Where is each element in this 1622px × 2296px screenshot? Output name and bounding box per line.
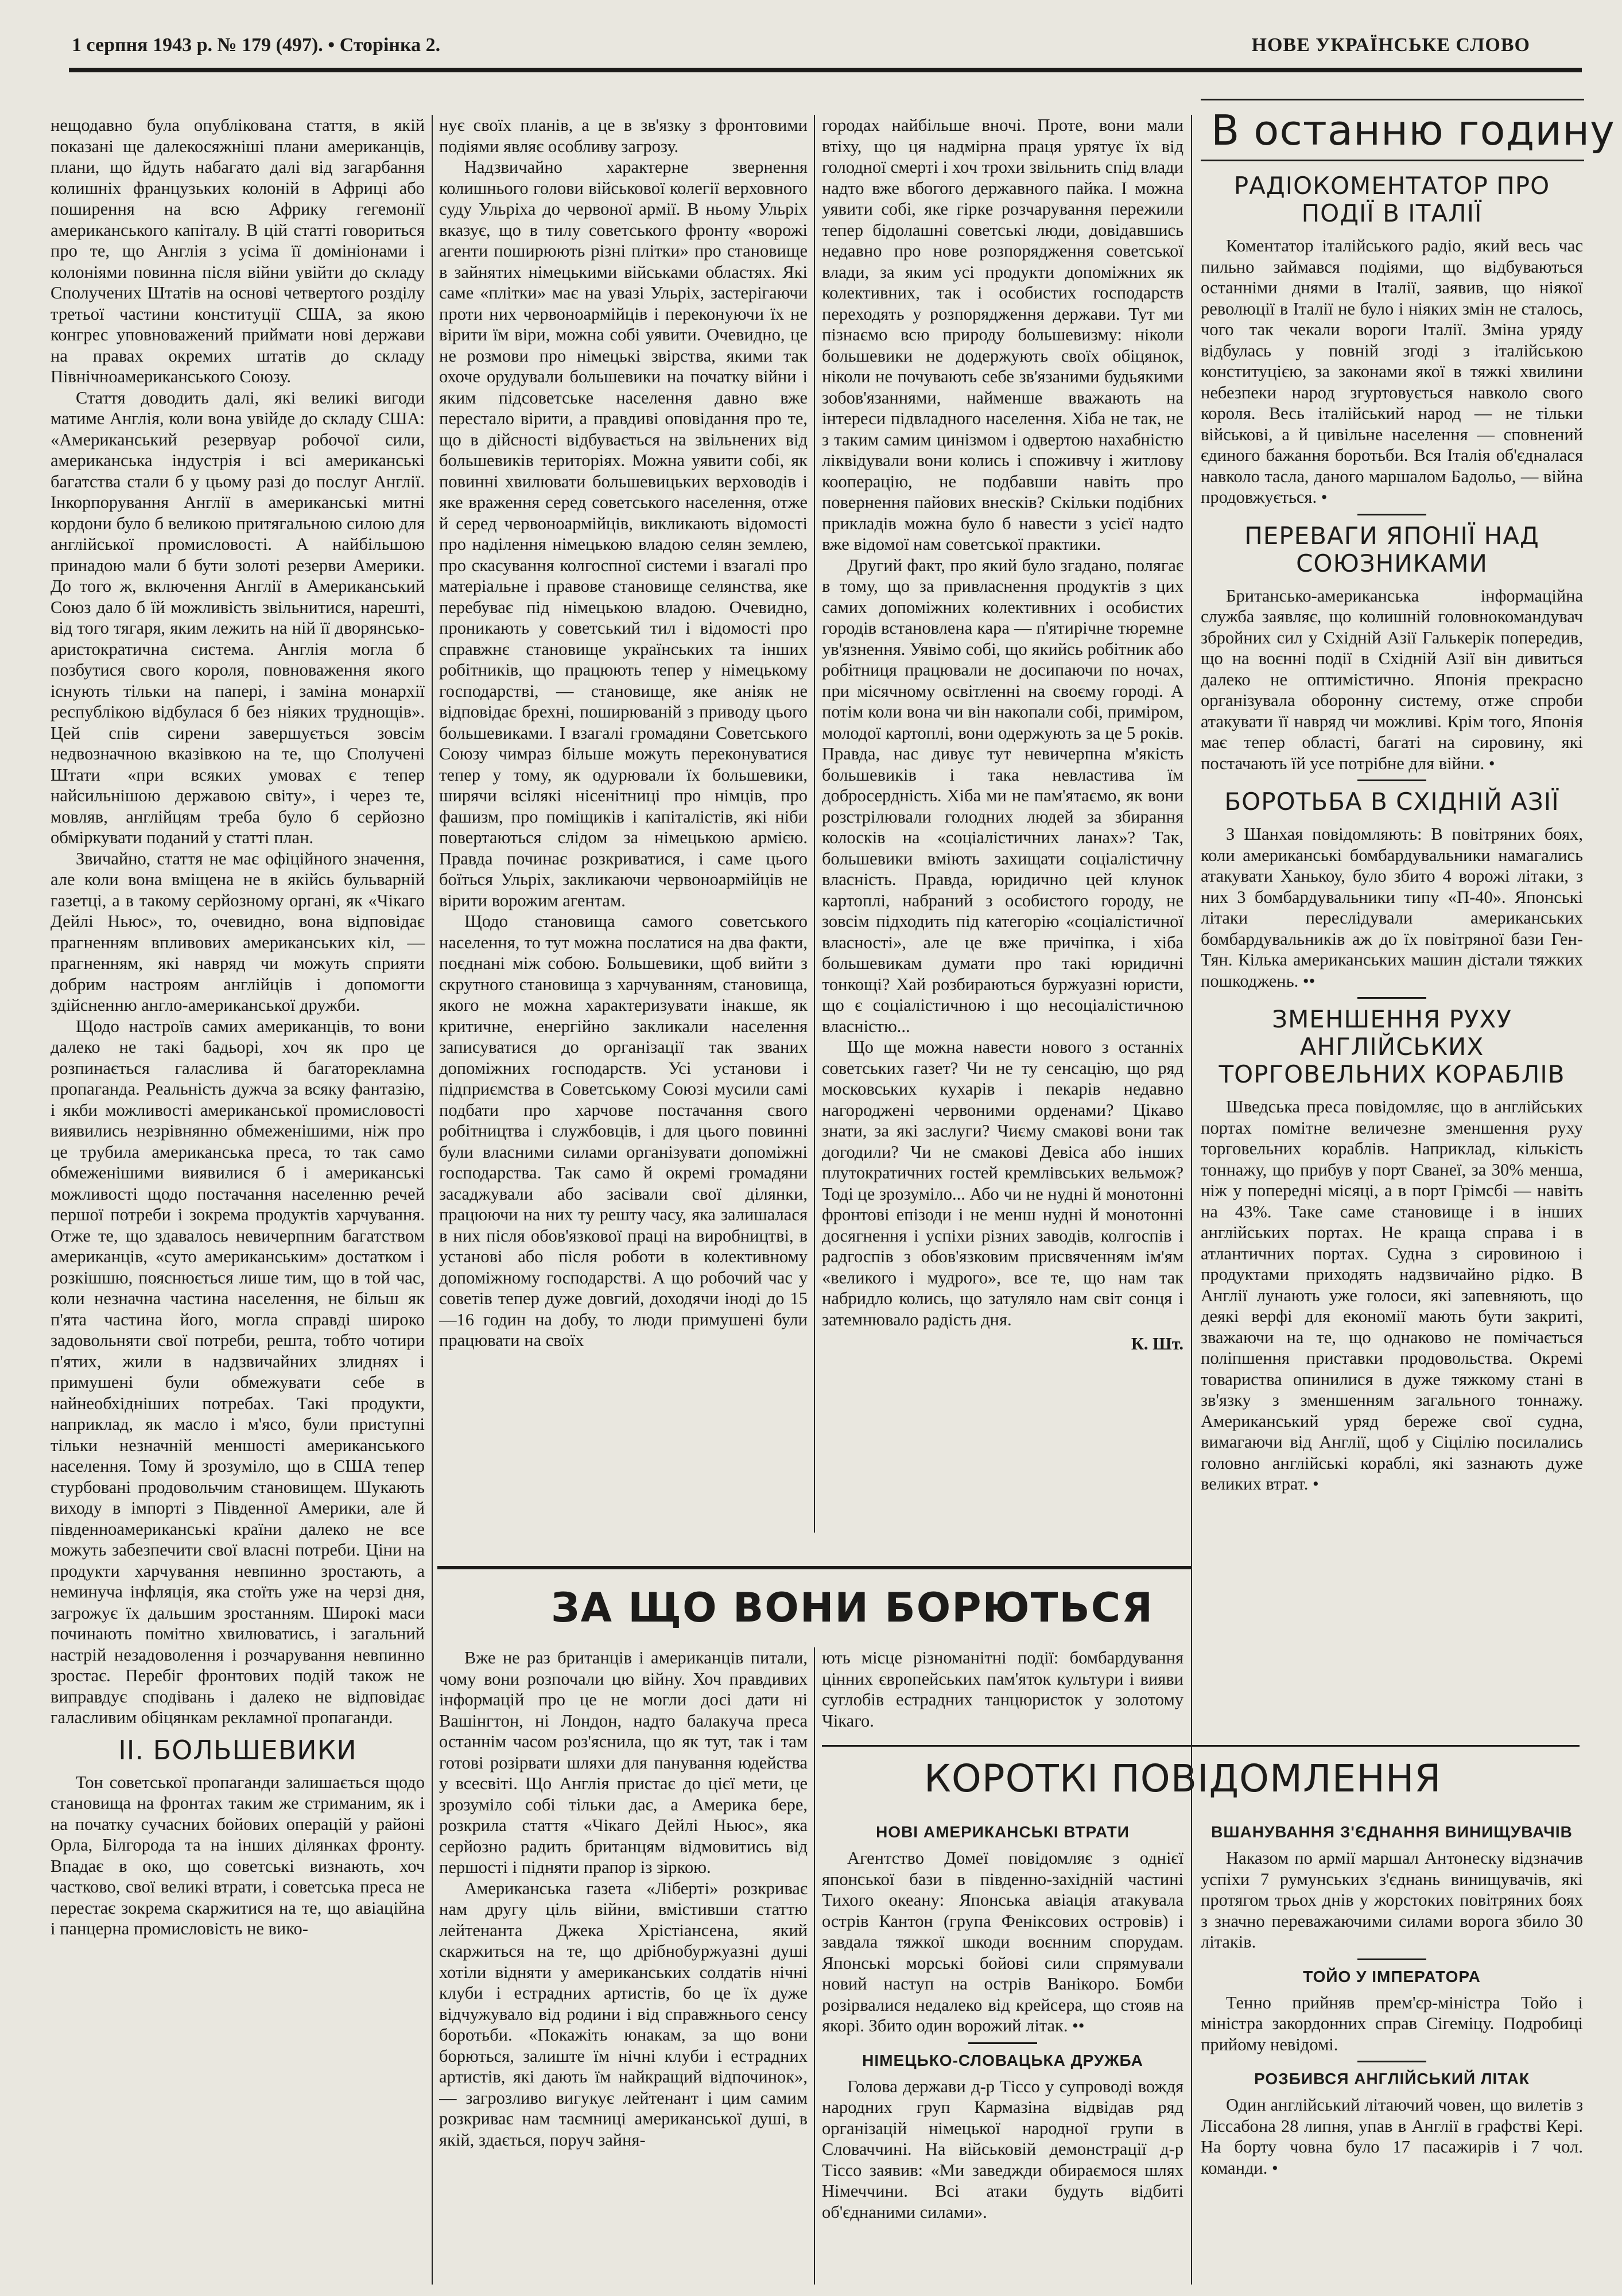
feature-column-left bbox=[439, 1647, 808, 2287]
column-divider bbox=[814, 115, 815, 1533]
feature-top-rule bbox=[437, 1566, 1192, 1569]
col1-paragraph: Стаття доводить далі, які великі вигоди матиме Англія, коли вона увійде до складу США: «Американський резервуар робочої сили, американська індустрія і всі американські багатства стали б у цьому разі до послуг Англії. Інкорпорування Англії в американські митні кордони було б великою притягальною силою для англійської промисловості. А найбільшою принадою мали б бути золоті резерви Америки. До того ж, включення Англії в Американський Союз дало б їй можливість звільнитися, нарешті, від того тягаря, яким лежить на ній її дворянсько-аристократична система. Англія могла б позбутися свого короля, повноваження якого існують тільки на папері, і заміна монархії республікою відбулася б без ніяких труднощів». Цей спів сирени завершується зовсім недвозначною вказівкою на те, що Сполучені Штати «при всяких умовах є тепер найсильнішою державою світу», і через те, мовляв, англійцям треба було б серйозно обміркувати поданий у статті план. bbox=[51, 387, 425, 847]
col2-paragraph: Щодо становища самого советського населення, то тут можна послатися на два факти, поєднані між собою. Большевики, щоб вийти з скрутного становища з харчуванням, становища, якого не можна характеризувати інакше, як критичне, енергійно закликали населення записуватися до організації так званих допоміжних господарств. Усі установи і підприємства в Советському Союзі мусили самі подбати про харчове постачання свого робітництва і службовців, і для цього повинні були власними силами організувати допоміжні господарства. Так само й окремі громадяни засаджували або засівали свої ділянки, працюючи на них ту решту часу, яка залишалася в них після обов'язкової праці на виробництві, в установі або після роботи в колективному допоміжному господарстві. А що робочий час у советів тепер дуже довгий, доходячи іноді до 15—16 годин на добу, то люди примушені були працювати на своїх bbox=[439, 912, 808, 1350]
column-3 bbox=[822, 115, 1183, 1533]
column-divider bbox=[1191, 115, 1192, 2285]
col3-paragraph: городах найбільше вночі. Проте, вони мали втіху, що ця надмірна праця урятує їх від голодної смерті і хоч трохи звільнить спід влади надто вже вбогого державного пайка. І можна уявити собі, яке гірке розчарування пережили тепер бідолашні советські люди, довідавшись недавно про нове розпорядження советської влади, за яким усі продукти допоміжних як колективних, так і особистих господарств переходять у розпорядження держави. Тут ми пізнаємо всю природу большевизму: ніколи большевики не додержують своїх обіцянок, ніколи не почувають себе зв'язаними будьякими зобов'язаннями, найменше вважають на інтереси підвладного населення. Хіба не так, не з таким самим цинізмом і одвертою нахабністю ліквідували вони колись і споживчу і житлову кооперацію, не подбавши навіть про повернення пайових внесків? Скільки подібних прикладів можна було б навести з усієї надто вже відомої нам советської практики. bbox=[822, 115, 1183, 554]
news-text: Шведська преса повідомляє, що в англійських портах помітне величезне зменшення руху торговельних кораблів. Наприклад, кількість тоннажу, що прибув у порт Сванеї, за 30% менша, ніж у попередні місяці, а в порт Грімсбі — навіть на 43%. Таке саме становище і в інших англійських портах. Не краща справа і в атлантичних портах. Судна з сировиною і продуктами приходять надзвичайно рідко. В Англії лунають уже голоси, які запевняють, що деякі верфі для економії мають бути закриті, зважаючи на те, що однаково не помічається поліпшення приставки продовольства. Окремі товариства опинилися в дуже тяжкому стані в зв'язку з зменшенням загального тоннажу. Американський уряд береже свої судна, вимагаючи від Англії, щоб у Сіцілію посилались головно англійські кораблі, які зазнають дуже великих втрат. • bbox=[1201, 1097, 1583, 1494]
news-heading: ЗМЕНШЕННЯ РУХУ АНГЛІЙСЬКИХ ТОРГОВЕЛЬНИХ КОРАБЛІВ bbox=[1219, 1005, 1565, 1088]
news-heading: НІМЕЦЬКО-СЛОВАЦЬКА ДРУЖБА bbox=[862, 2051, 1143, 2069]
col1-paragraph: Тон советської пропаганди залишається щодо становища на фронтах таким же стриманим, як і на початку сучасних бойових операцій у районі Орла, Білгорода та на інших ділянках фронту. Впадає в око, що советські визнають, хоч частково, свої великі втрати, і советська преса не перестає зокрема скаржитися на те, що авіаційна і панцерна промисловість не вико- bbox=[51, 1772, 425, 1938]
col2-paragraph: Надзвичайно характерне звернення колишнього голови військової колегії верховного суду Ульріха до червоної армії. В ньому Ульріх вказує, що в тилу советського фронту «ворожі агенти поширюють різні плітки» про становище в зайнятих німецькими військами областях. Які саме «плітки» має на увазі Ульріх, застерігаючи проти них червоноармійців і переконуючи їх не вірити їм віри, можна собі уявити. Очевидно, це не розмови про німецькі звірства, якими так охоче орудували большевики на початку війни і яким підсоветське населення давно вже перестало вірити, а правдиві оповідання про те, що в дійсності відбувається на звільнених від большевиків територіях. Можна уявити собі, як повинні хвилювати большевицьких верховодів і яке враження серед советського населення, отже й серед червоноармійців, викликають відомості про наділення німецькою владою селян землею, про скасування колгоспної системи і взагалі про матеріальне і правове становище селянства, яке перебуває під німецькою владою. Очевидно, проникають у советський тил і відомості про справжнє становище українських та інших робітників, що працюють тепер у німецькому господарстві, — становище, яке аніяк не відповідає брехні, поширюваній з приводу цього большевиками. І взагалі громадяни Советського Союзу чимраз більше можуть переконуватися тепер у тому, як одурювали їх большевики, ширячи всілякі нісенітниці про німців, про фашизм, про поміщиків і капіталістів, які ніби повертаються слідом за німецькою армією. Правда починає розкриватися, і саме цього боїться Ульріх, закликаючи червоноармійців не вірити ворожим агентам. bbox=[439, 157, 808, 910]
news-text: З Шанхая повідомляють: В повітряних боях, коли американські бомбардувальники намагались атакувати Ханькоу, було збито 4 ворожі літаки, з них 3 бомбардувальники типу «П-40». Японські літаки переслідували американських бомбардувальників аж до їх повітряної бази Ген-Тян. Кілька американських машин дістали тяжких пошкоджень. •• bbox=[1201, 824, 1583, 991]
news-text: Наказом по армії маршал Антонеску відзначив успіхи 7 румунських з'єднань винищувачів, які протягом трьох днів у жорстоких повітряних боях з значно переважаючими силами ворога збило 30 літаків. bbox=[1201, 1848, 1583, 1952]
news-heading: РОЗБИВСЯ АНГЛІЙСЬКИЙ ЛІТАК bbox=[1254, 2070, 1530, 2088]
page-date-header: 1 серпня 1943 р. № 179 (497). • Сторінка 2. bbox=[72, 34, 441, 56]
short-news-column-right bbox=[1201, 1822, 1583, 2287]
short-news-top-rule bbox=[822, 1745, 1580, 1747]
news-heading: НОВІ АМЕРИКАНСЬКІ ВТРАТИ bbox=[876, 1823, 1130, 1841]
separator bbox=[1357, 514, 1426, 515]
col1-paragraph: Щодо настроїв самих американців, то вони далеко не такі бадьорі, хоч як про це розпинається галаслива й багаторекламна пропаганда. Реальність дужча за всяку фантазію, і якби можливості американської промисловості виявились незрівнянно обмеженішими, ніж про це трубила американська преса, то так само обмеженішими виявилися б і американські можливості щодо постачання населенню речей першої потреби і зокрема продуктів харчування. Отже те, що здавалось невичерпним багатством американців, «суто американським» достатком і розкішшю, пояснюється лише тим, що в той час, коли незначна частина населення, не більш як п'ята частина його, могла справді широко задовольняти свої потреби, решта, тобто чотири п'ятих, жили в надзвичайних злиднях і примушені були обмежувати себе в найнеобхідніших потребах. Такі продукти, наприклад, як масло і м'ясо, були приступні тільки незначній меншості американського населення. Тому й зрозуміло, що в США тепер стурбовані продовольчим становищем. Шукають виходу в імпорті з Південної Америки, але й південноамериканські країни далеко не все можуть забезпечити свої власні потреби. Ціни на продукти харчування невпинно зростають, а неминуча інфляція, яка стоїть уже на черзі дня, загрожує їх дальшим зростанням. Широкі маси починають помітно хвилюватись, і загальний настрій незадоволення і розчарування невпинно зростає. Перебіг фронтових подій також не виправдує сподівань і далеко не відповідає галасливим обіцянкам рекламної пропаганди. bbox=[51, 1016, 425, 1727]
header-rule bbox=[69, 68, 1582, 72]
separator bbox=[1357, 779, 1426, 781]
short-news-title: КОРОТКІ ПОВІДОМЛЕННЯ bbox=[924, 1756, 1442, 1801]
news-text: Тенно прийняв прем'єр-міністра Тойо і міністра закордонних справ Сігеміцу. Подробиці прийому невідомі. bbox=[1201, 1992, 1583, 2054]
news-text: Один англійський літаючий човен, що вилетів з Ліссабона 28 липня, упав в Англії в графстві Кері. На борту човна було 17 пасажирів і 7 чол. команди. • bbox=[1201, 2095, 1583, 2178]
col3-paragraph: Другий факт, про який було згадано, полягає в тому, що за привласнення продуктів з цих самих допоміжних колективних і особистих городів встановлена кара — п'ятирічне тюремне ув'язнення. Уявімо собі, що якийсь робітник або робітниця працювали не досипаючи по ночах, при місячному освітленні на своєму городі. А потім коли вона чи він накопали собі, приміром, молодої картоплі, вони одержують за це 5 років. Правда, нас дивує тут невичерпна м'якість большевиків і така невластива їм добросердність. Хіба ми не пам'ятаємо, як вони розстрілювали голодних людей за збирання колосків на «соціалістичних ланах»? Так, большевики вміють захищати соціалістичну власність. Правда, юридично цей клунок картоплі, набраний з особистого городу, не зовсім підходить під категорію «соціалістичної власності», але це вже причіпка, і хіба большевикам думати про такі юридичні тонкощі? Хай розбираються буржуазні юристи, що є соціалістичною і що несоціалістичною власністю... bbox=[822, 555, 1183, 1036]
feature-paragraph: Вже не раз британців і американців питали, чому вони розпочали цю війну. Хоч правдивих інформацій про це не могли досі дати ні Вашінгтон, ні Лондон, надто балакуча преса останнім часом роз'яснила, що як тут, так і там готові розірвати шляхи для панування юдейства у всесвіті. Що Англія пристає до цієї мети, це зрозуміло собі тільки дає, а Америка бере, розкрила стаття «Чікаго Дейлі Ньюс», яка серйозно радить британцям відмовитись від першості і підняти прапор із зіркою. bbox=[439, 1648, 808, 1877]
col1-paragraph: нещодавно була опублікована стаття, в якій показані ще далекосяжніші плани американців, плани, що йдуть набагато далі від загарбання колишніх французьких колоній в Африці або поширення на всю Африку гегемонії американського капіталу. В цій статті говориться про те, що Англія з усіма її домініонами і колоніями повинна після війни увійти до складу Сполучених Штатів на основі четвертого розділу третьої частини конституції США, за якою конгрес уповноважений приймати нові держави на правах окремих штатів до складу Північноамериканського Союзу. bbox=[51, 115, 425, 386]
separator bbox=[1357, 997, 1426, 999]
article-signature: К. Шт. bbox=[1131, 1334, 1183, 1353]
latest-title-rule bbox=[1201, 160, 1584, 161]
col2-paragraph: нує своїх планів, а це в зв'язку з фронтовими подіями являє особливу загрозу. bbox=[439, 115, 808, 156]
latest-top-rule bbox=[1201, 99, 1584, 100]
separator bbox=[1357, 1958, 1426, 1960]
news-heading: ВШАНУВАННЯ З'ЄДНАННЯ ВИНИЩУВАЧІВ bbox=[1211, 1823, 1573, 1841]
column-1 bbox=[51, 115, 425, 2287]
feature-paragraph: ють місце різноманітні події: бомбардування цінних європейських пам'яток культури і вияви суглобів естрадних танцюристок у золотому Чікаго. bbox=[822, 1648, 1183, 1731]
separator bbox=[968, 2042, 1037, 2044]
section-heading-bolsheviks: II. БОЛЬШЕВИКИ bbox=[118, 1734, 357, 1766]
feature-column-right bbox=[822, 1647, 1183, 1733]
feature-title: ЗА ЩО ВОНИ БОРЮТЬСЯ bbox=[551, 1584, 1154, 1631]
news-text: Голова держави д-р Тіссо у супроводі вождя народних груп Кармазіна відвідав ряд організацій німецької народної групи в Словаччині. На військовій демонстрації д-р Тіссо заявив: «Ми заведжди обираємося шлях Німеччини. Всі атаки будуть відбиті об'єднаними силами». bbox=[822, 2076, 1183, 2222]
news-heading: РАДІОКОМЕНТАТОР ПРО ПОДІЇ В ІТАЛІЇ bbox=[1233, 172, 1550, 227]
separator bbox=[1357, 2061, 1426, 2062]
news-text: Коментатор італійського радіо, який весь час пильно займався подіями, що відбуваються останніми днями в Італії, заявив, що ніякої революції в Італії не було і ніяких змін не сталось, чого так чекали вороги Італії. Зміна уряду відбулась у повній згоді з італійською конституцією, за законами якої в тяжкі хвилини небезпеки народ згуртовується навколо свого короля. Весь італійський народ — не тільки військові, а й цивільне населення — сповнений єдиного бажання боротьби. Вся Італія об'єдналася навколо тасла, даного маршалом Бадольо, — війна продовжується. • bbox=[1201, 236, 1583, 507]
news-heading: ПЕРЕВАГИ ЯПОНІЇ НАД СОЮЗНИКАМИ bbox=[1244, 521, 1539, 577]
news-heading: БОРОТЬБА В СХІДНІЙ АЗІЇ bbox=[1224, 788, 1559, 816]
column-2 bbox=[439, 115, 808, 1533]
news-heading: ТОЙО У ІМПЕРАТОРА bbox=[1303, 1967, 1481, 1985]
newspaper-name: НОВЕ УКРАЇНСЬКЕ СЛОВО bbox=[1251, 34, 1530, 56]
col1-paragraph: Звичайно, стаття не має офіційного значення, але коли вона вміщена не в якійсь бульварній газетці, а в такому серйозному органі, як «Чікаго Дейлі Ньюс», то, очевидно, вона відповідає прагненням впливових американських кіл, — прагненням, які навряд чи можуть сприяти добрим настроям англійців і допомогти здійсненню англо-американської дружби. bbox=[51, 848, 425, 1015]
short-news-column-left bbox=[822, 1822, 1183, 2287]
news-text: Агентство Домеї повідомляє з однієї японської бази в південно-західній частині Тихого океану: Японська авіація атакувала острів Кантон (група Феніксових островів) і завдала тяжкої шкоди воєнним спорудам. Японські морські бойові сили спрямували новий наступ на острів Ванікоро. Бомби розірвалися недалеко від крейсера, що стояв на якорі. Збито один ворожий літак. •• bbox=[822, 1848, 1183, 2035]
feature-paragraph: Американська газета «Ліберті» розкриває нам другу ціль війни, вмістивши статтю лейтенанта Джека Хрістіансена, який скаржиться на те, що дрібнобуржуазні душі хотіли відняти у американських солдатів нічні клуби і естрадних артистів, бо це їх дуже відчужувало від родини і від справжнього сенсу боротьби. «Покажіть юнакам, за що вони борються, залиште їм нічні клуби і естрадних артистів, які дають їм найкращий відпочинок», — загрозливо вигукує лейтенант і цим самим розкриває нам таємниці американської душі, в якій, здається, поруч зайня- bbox=[439, 1878, 808, 2150]
column-divider bbox=[432, 115, 433, 2285]
latest-news-column bbox=[1201, 172, 1583, 1722]
latest-box-title: В останню годину bbox=[1211, 106, 1615, 154]
column-divider bbox=[814, 1647, 815, 2285]
col3-paragraph: Що ще можна навести нового з останніх советських газет? Чи не ту сенсацію, що ряд московських кухарів і пекарів недавно нагороджені червоними орденами? Цікаво знати, за які заслуги? Чиєму смакові вони так догодили? Чи не смакові Девіса або інших плутократичних гостей кремлівських вельмож? Тоді це зрозуміло... Або чи не нудні й монотонні фронтові епізоди і не менш нудні й монотонні досягнення і успіхи різних заводів, колгоспів і радгоспів з обов'язковим присвяченням ім'ям «великого і мудрого», все те, що нам так набридло колись, що затуляло нам світ сонця і затемнювало радість дня. bbox=[822, 1037, 1183, 1329]
news-text: Британсько-американська інформаційна служба заявляє, що колишній головнокомандувач збройних сил у Східній Азії Галькерік попередив, що на воєнні події в Східній Азії він дивиться далеко не оптимістично. Японія прекрасно організувала оборонну систему, отже спроби атакувати її навряд чи можливі. Крім того, Японія має тепер області, багаті на сировину, які постачають їй усе потрібне для війни. • bbox=[1201, 585, 1583, 773]
